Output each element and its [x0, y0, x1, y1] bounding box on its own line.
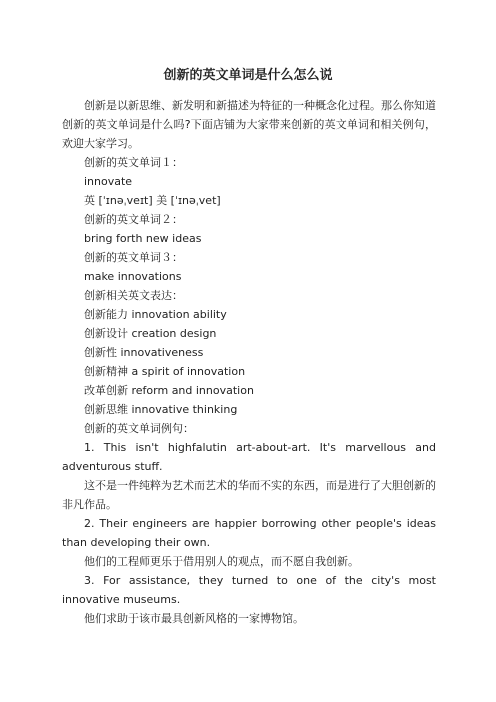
word-3: make innovations	[84, 270, 182, 283]
expression-item: 创新能力 innovation ability	[84, 308, 227, 321]
expressions-heading: 创新相关英文表达：	[84, 289, 183, 302]
example-1-chinese: 这不是一件纯粹为艺术而艺术的华而不实的东西，而是进行了大胆创新的非凡作品。	[62, 479, 436, 511]
word-1: innovate	[84, 175, 133, 188]
example-2-chinese: 他们的工程师更乐于借用别人的观点，而不愿自我创新。	[84, 555, 359, 568]
expression-item: 改革创新 reform and innovation	[84, 384, 254, 397]
page-title: 创新的英文单词是什么怎么说	[163, 68, 333, 83]
word-3-heading: 创新的英文单词３：	[84, 251, 183, 264]
example-1-english: 1. This isn't highfalutin art-about-art. It's marvellous and adventurous stuff.	[62, 441, 436, 473]
example-2-english: 2. Their engineers are happier borrowing other people's ideas than developing their own.	[62, 517, 436, 549]
examples-heading: 创新的英文单词例句：	[84, 422, 194, 435]
example-3-english: 3. For assistance, they turned to one of the city's most innovative museums.	[62, 574, 436, 606]
pronunciation: 英 [ˈɪnəˌveɪt] 美 [ˈɪnəˌvet]	[84, 194, 221, 207]
expression-item: 创新设计 creation design	[84, 327, 217, 340]
expression-item: 创新精神 a spirit of innovation	[84, 365, 246, 378]
expression-item: 创新思维 innovative thinking	[84, 403, 238, 416]
example-3-chinese: 他们求助于该市最具创新风格的一家博物馆。	[84, 612, 304, 625]
word-2: bring forth new ideas	[84, 232, 202, 245]
word-1-heading: 创新的英文单词１：	[84, 156, 183, 169]
expression-item: 创新性 innovativeness	[84, 346, 204, 359]
intro-paragraph: 创新是以新思维、新发明和新描述为特征的一种概念化过程。那么你知道创新的英文单词是什么吗?下面店铺为大家带来创新的英文单词和相关例句，欢迎大家学习。	[62, 99, 436, 150]
word-2-heading: 创新的英文单词２：	[84, 213, 183, 226]
